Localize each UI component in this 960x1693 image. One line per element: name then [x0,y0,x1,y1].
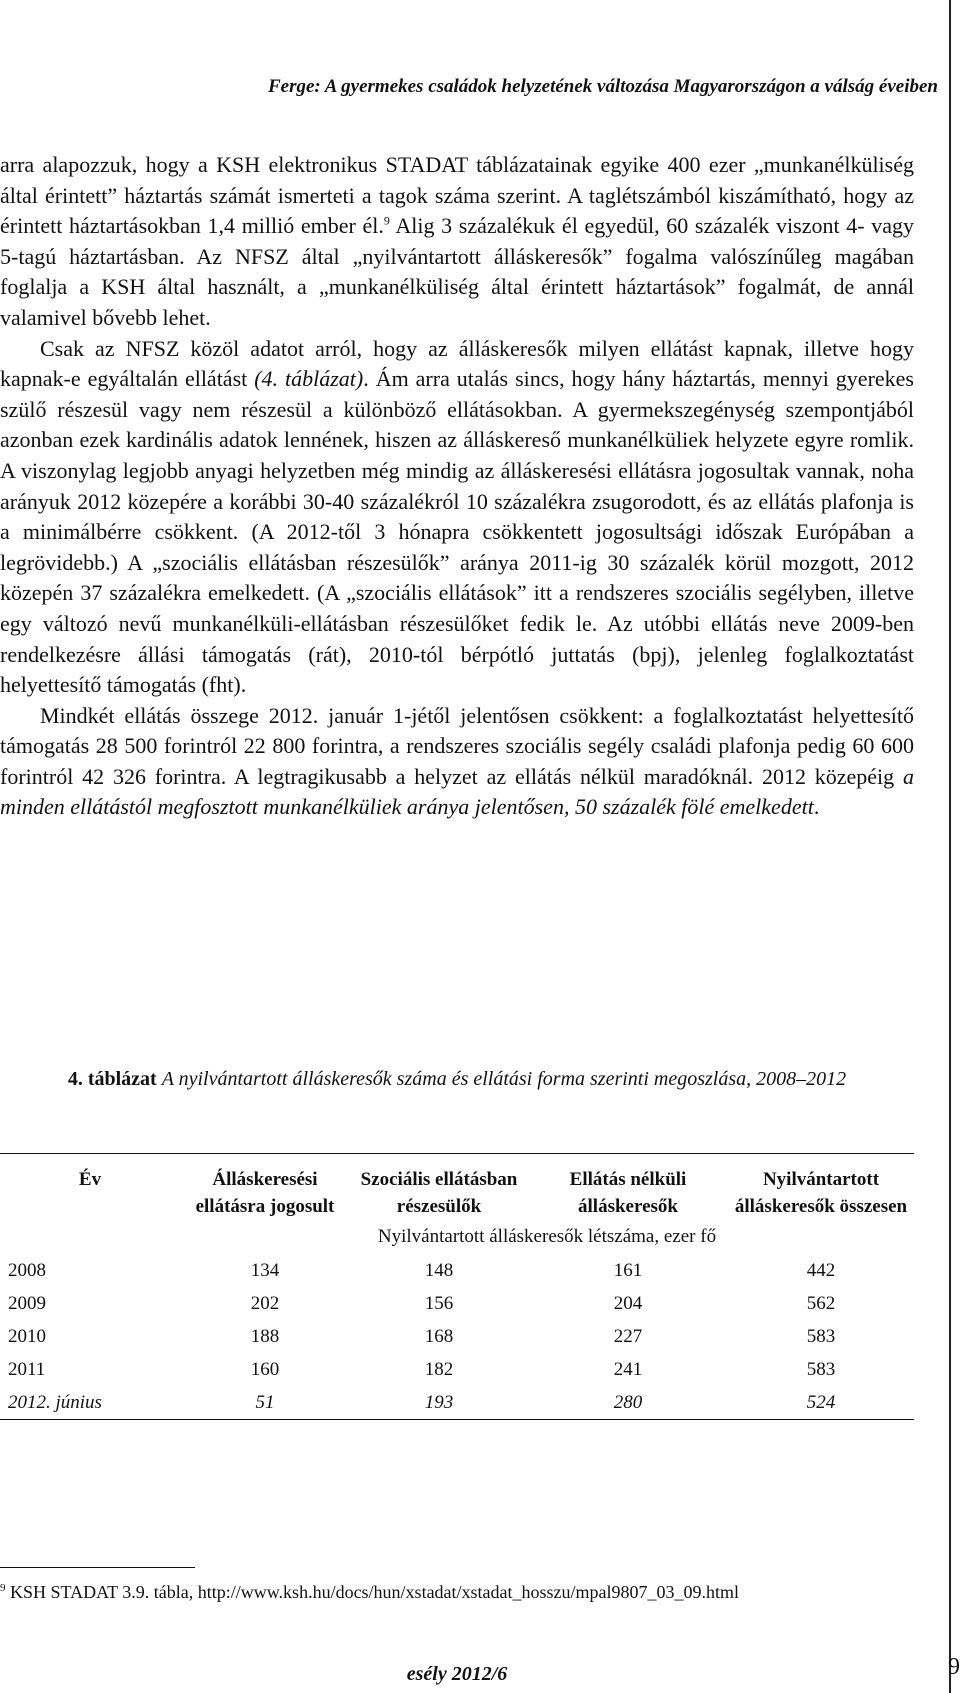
table-cell-year: 2010 [8,1325,46,1347]
table-cell: 442 [806,1259,836,1281]
table-row [0,1320,914,1353]
table-cell: 202 [250,1292,280,1314]
column-header-entitled: Álláskeresési ellátásra jogosult [195,1169,335,1217]
paragraph-2-text-b: . Ám arra utalás sincs, hogy hány háztartás, mennyi gyerekes szülő részesül vagy nem részesül a különböző ellátásokban. A gyermekszegénység szempontjából azonban ezek kardinális adatok lennének, hiszen az álláskereső munkanélküliek helyzete egyre romlik. A viszonylag legjobb anyagi helyzetben még mindig az álláskeresési ellátásra jogosultak vannak, noha arányuk 2012 közepére a korábbi 30-40 százalékról 10 százalékra zsugorodott, és az ellátás plafonja is a minimálbérre csökkent. (A 2012-től 3 hónapra csökkentett jogosultsági időszak Európában a legrövidebb.) A „szociális ellátásban részesülők” aránya 2011-ig 30 százalék körül mozgott, 2012 közepén 37 százalékra emelkedett. (A „szociális ellátások” itt a rendszeres szociális segélyben, illetve egy változó nevű munkanélküli-ellátásban részesülőket fedik le. Az utóbbi ellátás neve 2009-ben rendelkezésre állási támogatás (rát), 2010-tól bérpótló juttatás (bpj), jelenleg foglalkoztatást helyettesítő támogatás (fht). [0,366,914,698]
column-header-year: Év [78,1169,102,1190]
table-cell: 168 [424,1325,454,1347]
table-caption [0,1065,914,1093]
running-header: Ferge: A gyermekes családok helyzetének változása Magyarországon a válság éveiben [267,76,938,97]
table-cell: 524 [806,1391,836,1413]
table-cell: 148 [424,1259,454,1281]
column-header-total: Nyilvántartott álláskeresők összesen [734,1169,908,1217]
table-cell-year: 2012. június [8,1391,102,1413]
table-row [0,1287,914,1320]
table-cell: 188 [250,1325,280,1347]
table-cell: 241 [613,1358,643,1380]
table-cell: 583 [806,1325,836,1347]
table-cell-year: 2008 [8,1259,46,1281]
footnote-divider [0,1567,195,1568]
body-text [0,150,914,823]
table-header-row [0,1154,914,1225]
paragraph-2-text-a: Csak az NFSZ közöl adatot arról, hogy az álláskeresők milyen ellátást kapnak, illetve hogy kapnak-e egyáltalán ellátást [0,335,914,392]
table-row [0,1386,914,1420]
table-cell-year: 2011 [8,1358,46,1380]
paragraph-3-text-b: . [813,794,820,820]
table-cell: 156 [424,1292,454,1314]
table-unit-label: Nyilvántartott álláskeresők létszáma, ezer fő [377,1226,717,1247]
table-unit-row [0,1224,914,1254]
table-row [0,1254,914,1287]
table-caption-title: A nyilvántartott álláskeresők száma és ellátási forma szerinti megoszlása, 2008–2012 [161,1068,847,1090]
table-cell: 160 [250,1358,280,1380]
table-row [0,1353,914,1386]
column-header-no-benefit: Ellátás nélküli álláskeresők [569,1169,687,1217]
table-cell: 562 [806,1292,836,1314]
paragraph-2 [0,334,914,701]
table-reference: (4. táblázat) [254,366,364,392]
paragraph-3-text-a: Mindkét ellátás összege 2012. január 1-jétől jelentősen csökkent: a foglalkoztatást helyettesítő támogatás 28 500 forintról 22 800 forintra, a rendszeres szociális segély családi plafonja pedig 60 600 forintról 42 326 forintra. A legtragikusabb a helyzet az ellátás nélkül maradóknál. 2012 közepéig [0,702,914,789]
page-number: 9 [948,1654,960,1680]
paragraph-1 [0,150,914,334]
table-cell: 227 [613,1325,643,1347]
journal-footer: esély 2012/6 [406,1663,508,1685]
paragraph-3 [0,701,914,823]
table-cell: 161 [613,1259,643,1281]
footnote-text[interactable]: KSH STADAT 3.9. tábla, http://www.ksh.hu/docs/hun/xstadat/xstadat_hosszu/mpal9807_03_09.html [5,1582,740,1602]
table-caption-number: 4. táblázat [67,1068,157,1090]
table-cell: 583 [806,1358,836,1380]
table-cell-year: 2009 [8,1292,46,1314]
table-cell: 182 [424,1358,454,1380]
page-edge-line [949,0,951,1693]
footnote-marker: 9 [0,1582,6,1594]
paragraph-1-text-b: Alig 3 százalékuk él egyedül, 60 százalék viszont 4- vagy 5-tagú háztartásban. Az NFSZ által „nyilvántartott álláskeresők” fogalma valószínűleg magában foglalja a KSH által használt, a „munkanélküliség által érintett háztartások” fogalmát, de annál valamivel bővebb lehet. [0,213,914,330]
table-cell: 204 [613,1292,643,1314]
paragraph-3-emphasis: a minden ellátástól megfosztott munkanélküliek aránya jelentősen, 50 százalék fölé emelkedett [0,763,914,820]
footnote-ref[interactable]: 9 [383,213,390,228]
table-cell: 51 [255,1391,275,1413]
paragraph-1-text-a: arra alapozzuk, hogy a KSH elektronikus STADAT táblázatainak egyike 400 ezer „munkanélküliség által érintett” háztartás számát ismerteti a tagok száma szerint. A taglétszámból kiszámítható, hogy az érintett háztartásokban 1,4 millió ember él. [0,152,914,239]
table-cell: 193 [424,1391,454,1413]
table-cell: 134 [250,1259,280,1281]
table-cell: 280 [613,1391,643,1413]
data-table [0,1153,914,1420]
footnote [0,1578,914,1606]
column-header-social: Szociális ellátásban részesülők [360,1169,518,1217]
